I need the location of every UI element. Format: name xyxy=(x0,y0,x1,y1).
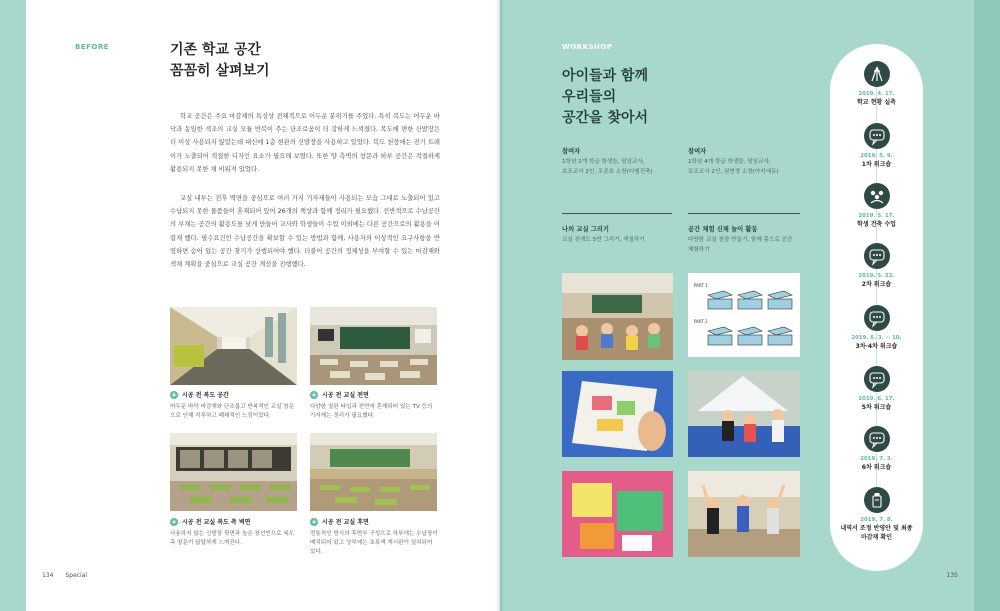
info-line: 1학년 4개 학급 학생들, 담임교사, xyxy=(688,159,771,165)
timeline-title: 학교 현황 실측 xyxy=(857,99,896,106)
timeline-date: 2019. 5. 17. xyxy=(858,213,895,219)
timeline-date: 2019. 4. 17. xyxy=(858,91,895,97)
page-title-right xyxy=(562,66,722,129)
chat-bubble-icon xyxy=(864,123,890,149)
info-label: 나의 교실 그리기 xyxy=(562,226,609,233)
timeline-title: 3차·4차 워크숍 xyxy=(855,343,898,350)
title-line: 아이들과 함께 xyxy=(562,68,649,84)
caption-classroom-rear xyxy=(310,517,438,557)
caption-classroom-front xyxy=(310,390,438,421)
timeline-date: 2019. 7. 3. xyxy=(860,456,893,462)
timeline-item xyxy=(830,305,923,352)
photo-workshop-classroom xyxy=(562,273,673,360)
caption-title: 시공 전 교실 복도 측 벽면 xyxy=(182,519,251,526)
body-paragraph-2: 교실 내부는 전후 벽면을 중심으로 여러 가지 기자재들이 사용되는 모습 그대로 노출되어 있고 수납되지 못한 물품들이 혼재되어 있어 26개의 책상과 함께 정리가 필요했다. 전반적으로 수납공간의 부재는 공간의 활용도를 낮게 만들어 교사와 학생들이 수업 이외에는 다른 공간으로의 활용을 어렵게 했다. 필수요건인 수납공간을 확보할 수 있는 방법과 함께, 사용자의 이상적인 요구사항을 반영하면 숨어 있는 공간 찾기가 선행되어야 했다. 더불어 공간의 정체성을 부여할 수 있는 마감재와 색채 계획을 중심으로 교실 공간 개선을 진행했다. xyxy=(170,195,440,269)
page-title-left xyxy=(170,40,370,82)
timeline-item xyxy=(830,123,923,170)
timeline-item xyxy=(830,61,923,108)
info-line: 1학년 2개 학급 학생들, 담임교사, xyxy=(562,159,645,165)
section-tag-workshop: WORKSHOP xyxy=(562,43,613,51)
chat-bubble-icon xyxy=(864,243,890,269)
plus-icon: + xyxy=(311,517,317,526)
timeline-date: 2019. 7. 8. xyxy=(860,517,893,523)
right-page xyxy=(500,0,1000,611)
page-number: 135 xyxy=(946,572,958,579)
info-line: 교실 전개도 5면 그리기, 색칠하기 xyxy=(562,237,645,243)
timeline-title: 학생 건축 수업 xyxy=(857,221,896,228)
info-label: 참여자 xyxy=(562,148,581,155)
participants-block-2 xyxy=(688,146,806,177)
caption-classroom-side-wall xyxy=(170,517,298,548)
title-line: 꼼꼼히 살펴보기 xyxy=(170,63,270,79)
timeline-item xyxy=(830,487,923,542)
timeline-panel xyxy=(830,44,923,571)
right-edge-strip xyxy=(974,0,1000,611)
title-line: 공간을 찾아서 xyxy=(562,110,649,126)
photo-corridor xyxy=(170,307,297,385)
caption-title: 시공 전 교실 전면 xyxy=(322,392,369,399)
photo-classroom-side-wall xyxy=(170,433,297,511)
plus-icon: + xyxy=(171,390,177,399)
timeline-title: 5차 워크숍 xyxy=(861,404,892,411)
folio-left xyxy=(42,572,87,579)
group-icon xyxy=(864,183,890,209)
photo-craft-work xyxy=(562,471,673,557)
title-line: 기존 학교 공간 xyxy=(170,42,261,58)
activity-block-2 xyxy=(688,224,804,255)
divider-line xyxy=(688,213,800,214)
participants-block-1 xyxy=(562,146,680,177)
timeline-title: 6차 워크숍 xyxy=(861,464,892,471)
timeline-item xyxy=(830,183,923,230)
photo-classroom-rear xyxy=(310,433,437,511)
timeline-item xyxy=(830,366,923,413)
caption-desc: 다양한 칠판 타입과 전면에 혼재되어 있는 TV 등의 기자재는 정리가 필요했다. xyxy=(310,404,433,419)
page-number: 134 xyxy=(42,572,54,579)
book-spine-shadow xyxy=(497,0,503,611)
activity-block-1 xyxy=(562,224,680,246)
left-edge-strip xyxy=(0,0,26,611)
photo-classroom-front xyxy=(310,307,437,385)
photo-ceiling-play xyxy=(688,371,800,457)
diagram-label: PART 2 xyxy=(694,319,708,324)
caption-corridor xyxy=(170,390,298,421)
timeline-date: 2019. 5. 22. xyxy=(858,273,895,279)
timeline-item xyxy=(830,243,923,290)
info-line: 보조교사 2인, 권현정 소장(아키에듀) xyxy=(688,168,779,175)
info-line: 다양한 교실 천장 만들기, 함께 몸으로 공간 xyxy=(688,237,793,243)
chat-bubble-icon xyxy=(864,366,890,392)
caption-title: 시공 전 복도 공간 xyxy=(182,392,229,399)
timeline-title: 1차 워크숍 xyxy=(861,161,892,168)
photo-drawing-activity xyxy=(562,371,673,457)
timeline-item xyxy=(830,426,923,473)
body-paragraph-1: 학교 공간은 주요 마감재의 특성상 전체적으로 어두운 분위기를 주었다. 특히 복도는 어두운 바닥과 동일한 색조의 교실 모듈 반복이 주는 단조로움이 더 강하게 느껴졌다. 복도에 면한 신발장은 더 이상 사용되지 않았는데 대신에 1층 현관의 신발장을 사용하고 있었다. 복도 천장에는 전기 트레이가 노출되어 적절한 디자인 요소가 필요해 보였다. 또한 양 측벽의 창문과 하부 공간은 적절하게 활용되지 못한 채 비워져 있었다. xyxy=(170,113,440,173)
section-tag-before: BEFORE xyxy=(75,43,110,51)
timeline-date: 2019. 5. 9. xyxy=(860,153,893,159)
photo-body-activity xyxy=(688,471,800,557)
info-label: 공간 체험 신체 놀이 활동 xyxy=(688,226,758,233)
divider-line xyxy=(562,213,672,214)
info-label: 참여자 xyxy=(688,148,707,155)
timeline-date: 2019. 6. 17. xyxy=(858,396,895,402)
diagram-ceiling-study xyxy=(688,273,800,357)
diagram-label: PART 1 xyxy=(694,283,708,288)
folio-right xyxy=(947,572,958,579)
plus-icon: + xyxy=(171,517,177,526)
chat-bubble-icon xyxy=(864,305,890,331)
title-line: 우리들의 xyxy=(562,89,617,105)
info-line: 보조교사 2인, 조준호 소장(디엠건축) xyxy=(562,168,653,175)
timeline-title: 2차 워크숍 xyxy=(861,281,892,288)
caption-title: 시공 전 교실 후면 xyxy=(322,519,369,526)
tripod-icon xyxy=(864,61,890,87)
paint-can-icon xyxy=(864,487,890,513)
plus-icon: + xyxy=(311,390,317,399)
caption-desc: 전통적인 방식의 후면부 구성으로 하부에는 수납장이 배치되어 있고 상부에는 초록색 게시판이 설치되어 있다. xyxy=(310,531,438,555)
timeline-date: 2019. 6. 3. ~ 10. xyxy=(851,335,902,341)
chat-bubble-icon xyxy=(864,426,890,452)
folio-section: Special xyxy=(65,572,88,579)
caption-desc: 어두운 바닥 마감재와 단조롭고 반복적인 교실 창문으로 인해 지루하고 폐쇄적인 느낌이었다. xyxy=(170,404,295,419)
info-line: 체험하기 xyxy=(688,246,710,253)
caption-desc: 사용하지 않는 신발장 뒷면과 높은 창선반으로 복도 측 창문이 답답하게 느껴진다. xyxy=(170,531,295,546)
timeline-title: 내역서 조정 반영안 및 최종 마감재 확인 xyxy=(840,525,913,541)
